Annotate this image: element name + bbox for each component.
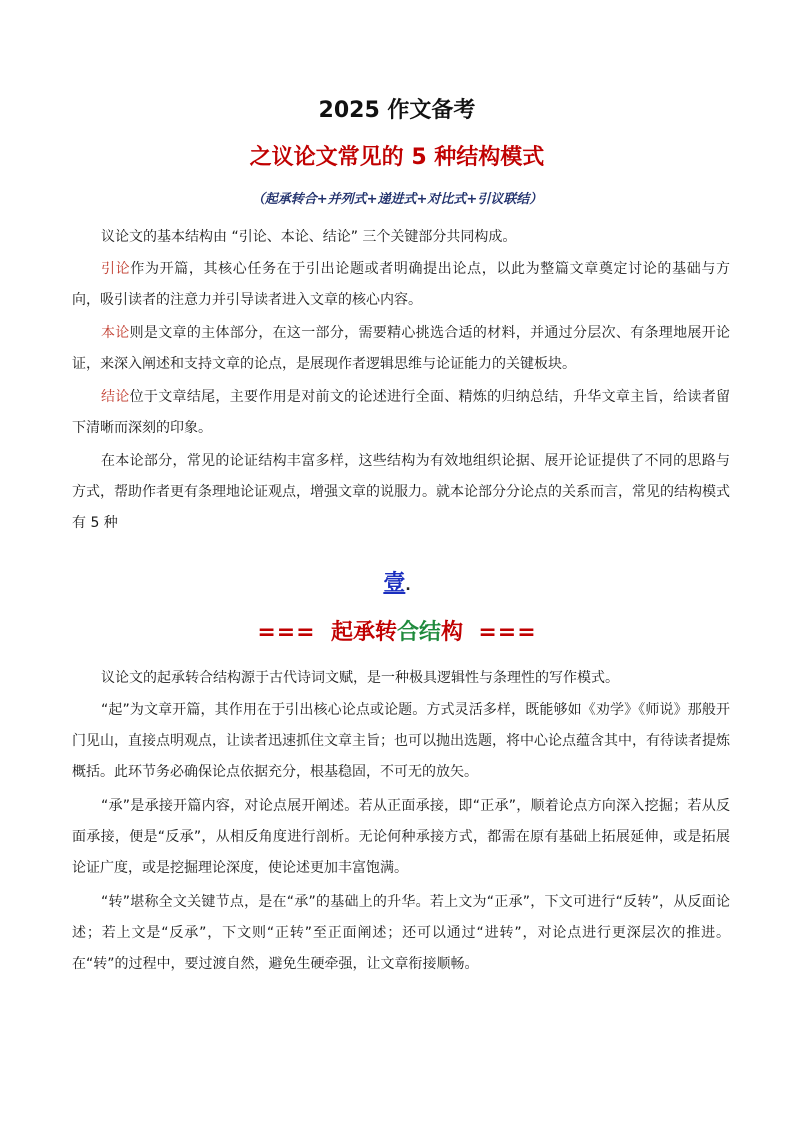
intro-paragraph-2-text: 作为开篇，其核心任务在于引出论题或者明确提出论点，以此为整篇文章奠定讨论的基础与方向，吸引读者的注意力并引导读者进入文章的核心内容。 (72, 261, 731, 308)
intro-paragraph-4-text: 位于文章结尾，主要作用是对前文的论述进行全面、精炼的归纳总结，升华文章主旨，给读者留下清晰而深刻的印象。 (72, 389, 731, 436)
keyword-yinlun: 引论 (101, 261, 131, 277)
heading-char-3: 转 (374, 620, 397, 645)
intro-paragraph-4 (72, 382, 730, 444)
heading-char-6: 构 (441, 620, 464, 645)
section-paragraph-1-text: 议论文的起承转合结构源于古代诗词文赋，是一种极具逻辑性与条理性的写作模式。 (101, 670, 619, 686)
intro-paragraph-5-text: 在本论部分，常见的论证结构丰富多样，这些结构为有效地组织论据、展开论证提供了不同的思路与方式，帮助作者更有条理地论证观点，增强文章的说服力。就本论部分分论点的关系而言，常见的结构模式有 5 种 (72, 453, 730, 531)
section-paragraph-2-text: “起”为文章开篇，其作用在于引出核心论点或论题。方式灵活多样，既能够如《劝学》《师说》那般开门见山，直接点明观点，让读者迅速抓住文章主旨；也可以抛出选题，将中心论点蕴含其中，有待读者提炼概括。此环节务必确保论点依据充分，根基稳固，不可无的放矢。 (72, 702, 730, 780)
section-paragraph-2 (72, 695, 730, 788)
intro-paragraph-2 (72, 254, 730, 316)
document-subtitle: 之议论文常见的 5 种结构模式 (249, 145, 545, 170)
intro-paragraph-5 (72, 446, 730, 539)
heading-char-2: 承 (352, 620, 375, 645)
heading-char-1: 起 (330, 620, 353, 645)
section-heading (0, 616, 794, 650)
keyword-jielun: 结论 (101, 389, 130, 405)
intro-paragraph-3 (72, 318, 730, 380)
heading-rule-right: === (478, 620, 537, 645)
keyword-benlun: 本论 (101, 325, 130, 341)
section-paragraph-1 (72, 663, 730, 694)
section-number-glyph: 壹 (383, 571, 406, 596)
intro-paragraph-1-text: 议论文的基本结构由 “引论、本论、结论” 三个关键部分共同构成。 (101, 229, 517, 245)
section-number-dot: . (405, 578, 411, 594)
intro-paragraph-1 (72, 222, 730, 253)
section-number (0, 568, 794, 602)
intro-paragraph-3-text: 则是文章的主体部分，在这一部分，需要精心挑选合适的材料，并通过分层次、有条理地展开论证，来深入阐述和支持文章的论点，是展现作者逻辑思维与论证能力的关键板块。 (72, 325, 731, 372)
section-paragraph-3 (72, 791, 730, 884)
heading-rule-left: === (257, 620, 316, 645)
section-paragraph-4-text: “转”堪称全文关键节点，是在“承”的基础上的升华。若上文为“正承”，下文可进行“反转”，从反面论述；若上文是“反承”，下文则“正转”至正面阐述；还可以通过“进转”，对论点进行更深层次的推进。在“转”的过程中，要过渡自然，避免生硬牵强，让文章衔接顺畅。 (72, 894, 730, 972)
heading-char-5: 结 (419, 620, 442, 645)
structure-list-tagline: （起承转合+并列式+递进式+对比式+引议联结） (251, 192, 543, 207)
heading-char-4: 合 (397, 620, 420, 645)
section-paragraph-4 (72, 887, 730, 980)
section-paragraph-3-text: “承”是承接开篇内容，对论点展开阐述。若从正面承接，即“正承”，顺着论点方向深入挖掘；若从反面承接，便是“反承”，从相反角度进行剖析。无论何种承接方式，都需在原有基础上拓展延伸，或是拓展论证广度，或是挖掘理论深度，使论述更加丰富饱满。 (72, 798, 730, 876)
document-title: 2025 作文备考 (318, 98, 476, 123)
